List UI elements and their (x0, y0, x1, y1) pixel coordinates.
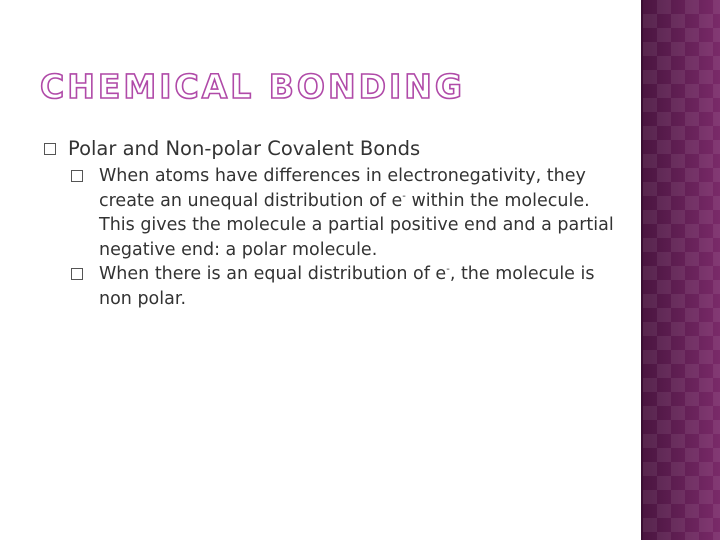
slide-title: CHEMICAL BONDING (40, 67, 465, 106)
bullet-level1 (44, 134, 614, 164)
bullet-level2-nonpolar-text (85, 262, 614, 311)
nonpolar-text-after: , the molecule is non polar. (99, 264, 595, 309)
nonpolar-text-before: When there is an equal distribution of e (99, 264, 447, 284)
square-bullet-icon (71, 268, 83, 280)
bullet-level2-polar (85, 164, 614, 262)
electron-charge-sup: - (446, 264, 450, 275)
bullet-level1-text: Polar and Non-polar Covalent Bonds (68, 137, 421, 160)
slide-content (44, 134, 614, 311)
polar-text-after: within the molecule. This gives the molecule a partial positive end and a partial negative end: a polar molecule. (99, 190, 614, 260)
bullet-level2-polar-text (85, 164, 614, 262)
decorative-side-panel (641, 0, 720, 540)
bullet-level2-nonpolar (85, 262, 614, 311)
polar-text-before: When atoms have differences in electronegativity, they create an unequal distribution of e (99, 166, 586, 211)
square-bullet-icon (71, 170, 83, 182)
electron-charge-sup: - (402, 190, 406, 202)
square-bullet-icon (44, 143, 56, 155)
